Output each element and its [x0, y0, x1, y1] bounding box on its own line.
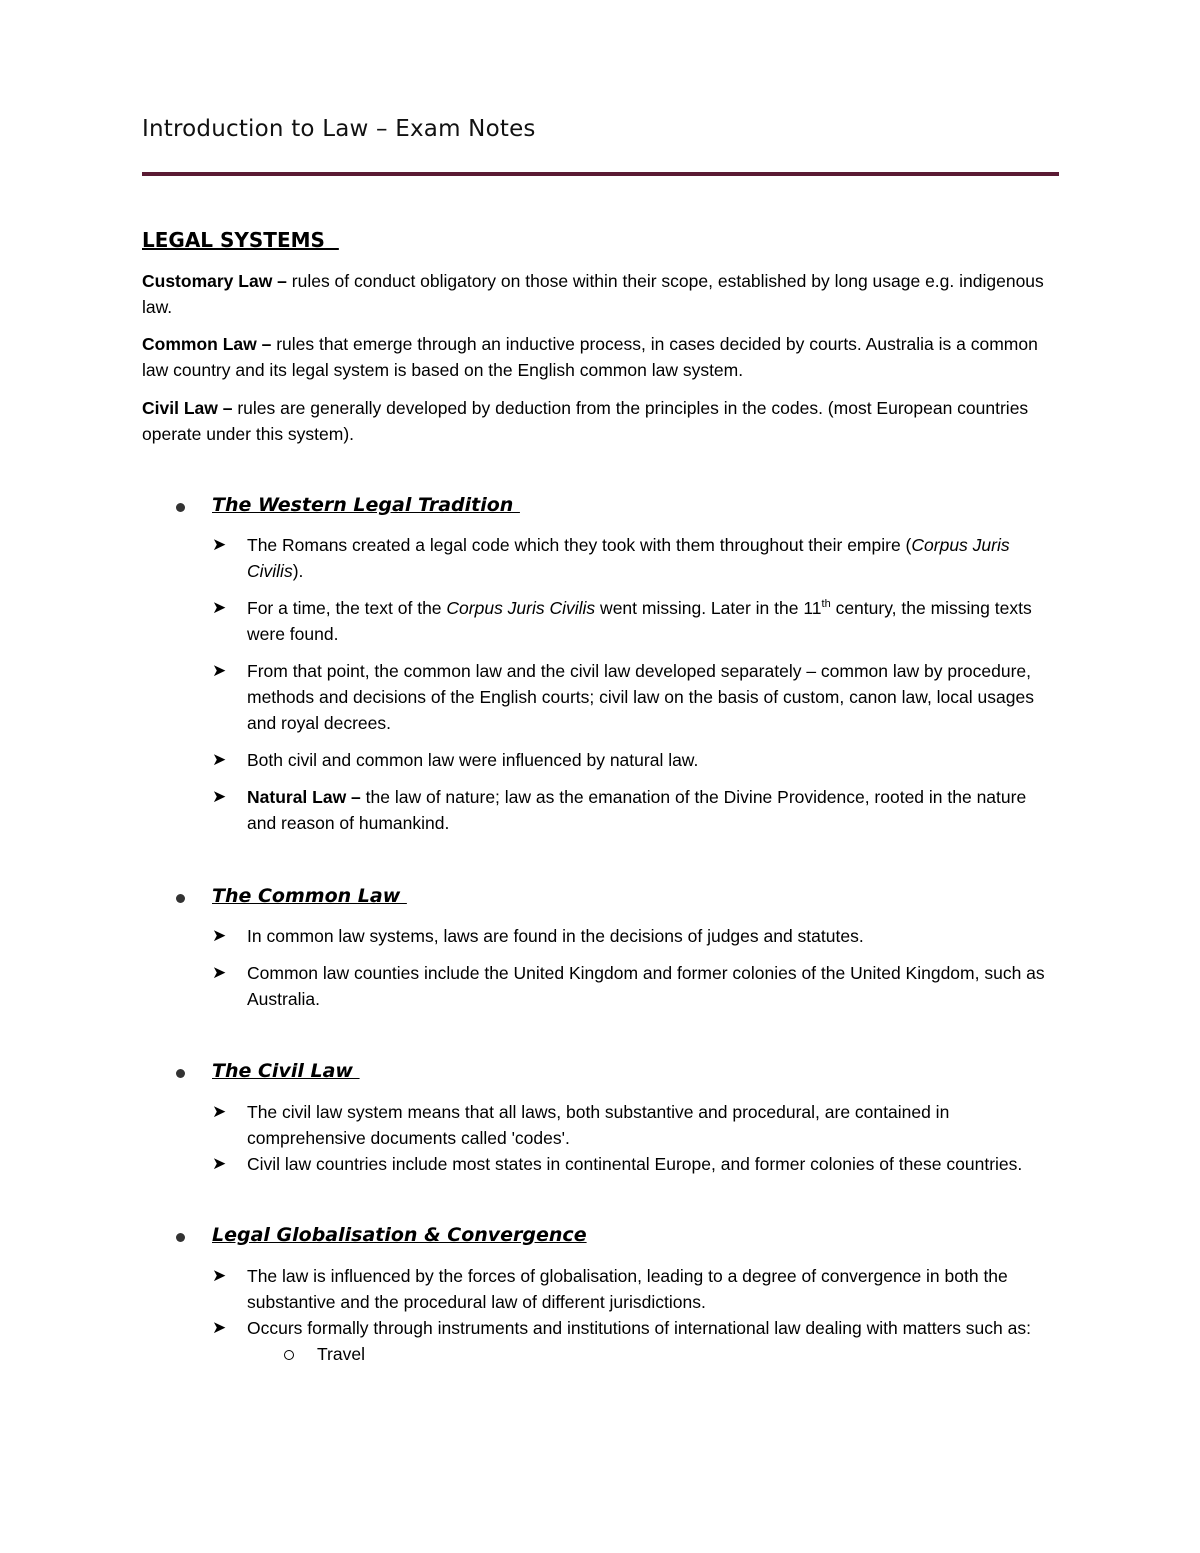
definition-term: Common Law –	[142, 334, 272, 354]
definition-common-law	[142, 331, 1057, 383]
list-item: ➤ Civil law countries include most states in continental Europe, and former colonies of these countries.	[142, 1151, 1059, 1177]
bullet-dot-icon	[176, 1069, 185, 1078]
title-divider	[142, 172, 1059, 176]
definition-civil-law	[142, 395, 1057, 447]
definition-customary-law	[142, 268, 1057, 320]
list-item: ➤ Natural Law – the law of nature; law as the emanation of the Divine Providence, rooted in the nature and reason of humankind.	[142, 784, 1059, 836]
topic-items	[142, 1099, 1059, 1177]
topic-common-law	[142, 885, 1059, 1012]
definition-text: rules of conduct obligatory on those within their scope, established by long usage e.g. indigenous law.	[142, 271, 1044, 317]
list-item: ➤ In common law systems, laws are found in the decisions of judges and statutes.	[142, 923, 1059, 949]
topic-title: The Common Law	[212, 885, 407, 907]
arrow-bullet-icon: ➤	[212, 787, 227, 806]
topic-civil-law	[142, 1060, 1059, 1177]
arrow-bullet-icon: ➤	[212, 1154, 227, 1173]
list-item: ➤ From that point, the common law and the civil law developed separately – common law by procedure, methods and decisions of the English courts; civil law on the basis of custom, canon law, local usages and royal decrees.	[142, 658, 1059, 736]
definition-text: rules are generally developed by deduction from the principles in the codes. (most European countries operate under this system).	[142, 398, 1029, 444]
arrow-bullet-icon: ➤	[212, 1318, 227, 1337]
bullet-dot-icon	[176, 894, 185, 903]
topic-heading	[142, 494, 1059, 524]
topic-legal-globalisation	[142, 1224, 1059, 1367]
section-heading-legal-systems: LEGAL SYSTEMS	[142, 228, 339, 252]
arrow-bullet-icon: ➤	[212, 535, 227, 554]
list-item: ➤ Both civil and common law were influenced by natural law.	[142, 747, 1059, 773]
topic-title: Legal Globalisation & Convergence	[212, 1224, 587, 1246]
arrow-bullet-icon: ➤	[212, 963, 227, 982]
list-item: Travel	[142, 1341, 1059, 1367]
list-item: ➤ The civil law system means that all laws, both substantive and procedural, are contained in comprehensive documents called 'codes'.	[142, 1099, 1059, 1151]
topic-western-legal-tradition	[142, 494, 1059, 836]
list-item: ➤ Occurs formally through instruments and institutions of international law dealing with matters such as:	[142, 1315, 1059, 1341]
list-item: ➤ For a time, the text of the Corpus Juris Civilis went missing. Later in the 11th century, the missing texts were found.	[142, 595, 1059, 647]
topic-items	[142, 1263, 1059, 1367]
topic-heading	[142, 885, 1059, 915]
list-item: ➤ Common law counties include the United Kingdom and former colonies of the United Kingdom, such as Australia.	[142, 960, 1059, 1012]
arrow-bullet-icon: ➤	[212, 598, 227, 617]
definition-term: Civil Law –	[142, 398, 233, 418]
topic-title: The Western Legal Tradition	[212, 494, 520, 516]
document-title: Introduction to Law – Exam Notes	[142, 116, 536, 142]
bullet-dot-icon	[176, 503, 185, 512]
list-item: ➤ The law is influenced by the forces of globalisation, leading to a degree of convergence in both the substantive and the procedural law of different jurisdictions.	[142, 1263, 1059, 1315]
topic-heading	[142, 1224, 1059, 1254]
topic-heading	[142, 1060, 1059, 1090]
arrow-bullet-icon: ➤	[212, 1266, 227, 1285]
definition-term: Customary Law –	[142, 271, 287, 291]
circle-bullet-icon	[284, 1350, 294, 1360]
topic-items	[142, 923, 1059, 1012]
arrow-bullet-icon: ➤	[212, 661, 227, 680]
list-item: ➤ The Romans created a legal code which they took with them throughout their empire (Corpus Juris Civilis).	[142, 532, 1059, 584]
arrow-bullet-icon: ➤	[212, 750, 227, 769]
bullet-dot-icon	[176, 1233, 185, 1242]
topic-items	[142, 532, 1059, 836]
arrow-bullet-icon: ➤	[212, 1102, 227, 1121]
topic-title: The Civil Law	[212, 1060, 360, 1082]
arrow-bullet-icon: ➤	[212, 926, 227, 945]
definition-text: rules that emerge through an inductive process, in cases decided by courts. Australia is a common law country and its legal system is based on the English common law system.	[142, 334, 1038, 380]
